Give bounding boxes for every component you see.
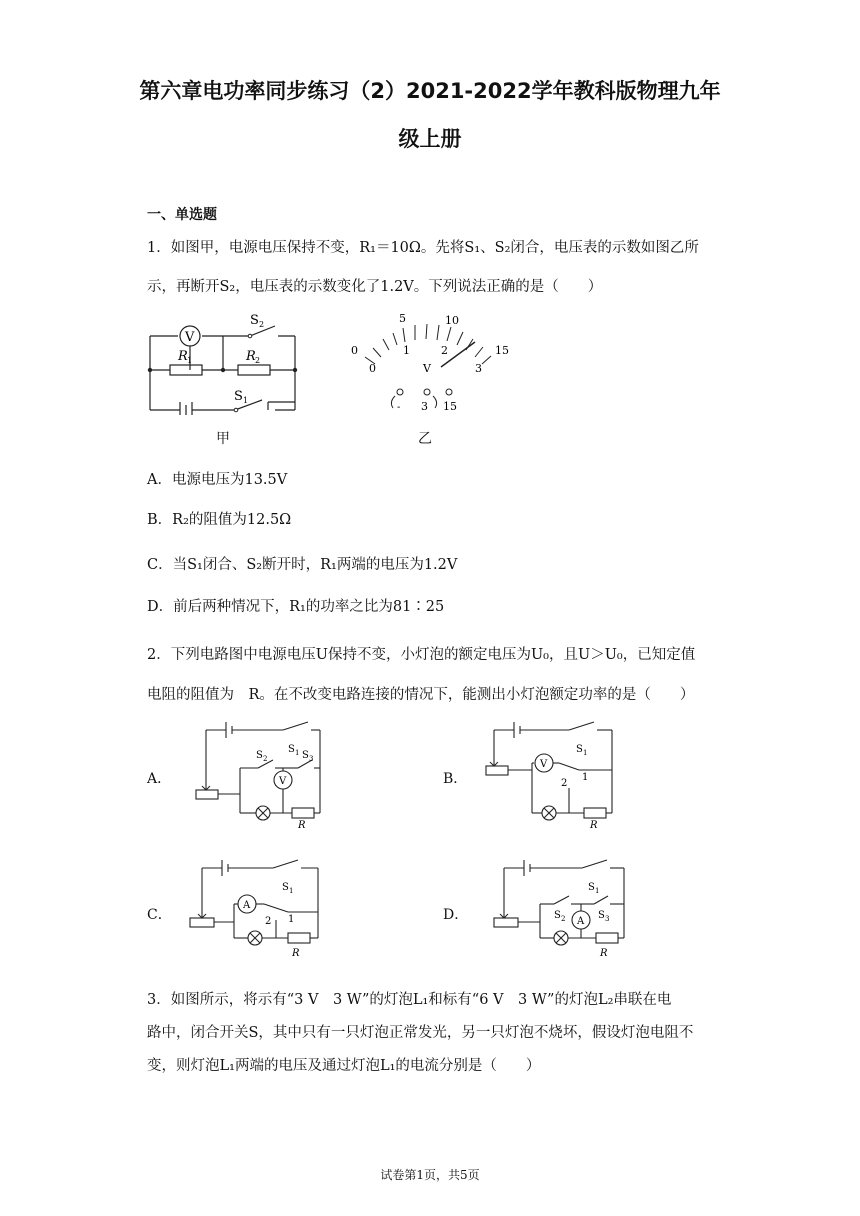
svg-text:A: A bbox=[243, 900, 251, 911]
svg-text:10: 10 bbox=[445, 314, 459, 327]
svg-text:1: 1 bbox=[243, 396, 249, 405]
svg-text:R: R bbox=[292, 948, 300, 959]
q2-circuit-d bbox=[484, 856, 634, 966]
svg-text:0: 0 bbox=[369, 362, 376, 375]
svg-text:S: S bbox=[256, 750, 263, 761]
svg-text:S: S bbox=[302, 750, 309, 761]
q2-option-d-label: D． bbox=[443, 907, 469, 923]
svg-text:S: S bbox=[576, 744, 583, 755]
page-title-line1: 第六章电功率同步练习（2）2021-2022学年教科版物理九年 bbox=[139, 79, 721, 103]
section-heading: 一、单选题 bbox=[147, 207, 217, 223]
q2-text-line2: 电阻的阻值为 R。在不改变电路连接的情况下，能测出小灯泡额定功率的是（ ） bbox=[147, 687, 695, 703]
page-title-line2: 级上册 bbox=[398, 127, 462, 151]
q3-text-line2: 路中，闭合开关S，其中只有一只灯泡正常发光，另一只灯泡不烧坏，假设灯泡电阻不 bbox=[147, 1025, 694, 1041]
svg-text:1: 1 bbox=[582, 772, 589, 783]
svg-text:2: 2 bbox=[259, 320, 265, 329]
q2-circuit-a bbox=[188, 718, 328, 828]
q1-fig-left-caption: 甲 bbox=[216, 431, 230, 447]
q1-voltmeter-dial bbox=[345, 312, 515, 417]
q1-circuit-diagram bbox=[140, 310, 310, 415]
q2-option-b-label: B． bbox=[443, 771, 468, 787]
svg-text:A: A bbox=[577, 916, 585, 927]
q1-text-line2: 示，再断开S₂，电压表的示数变化了1.2V。下列说法正确的是（ ） bbox=[147, 279, 603, 295]
q1-option-c: C．当S₁闭合、S₂断开时，R₁两端的电压为1.2V bbox=[147, 557, 458, 573]
svg-text:3: 3 bbox=[605, 915, 610, 923]
svg-text:V: V bbox=[540, 759, 548, 770]
svg-text:S: S bbox=[234, 389, 243, 404]
q1-option-d: D．前后两种情况下，R₁的功率之比为81∶25 bbox=[147, 599, 445, 615]
svg-text:S: S bbox=[250, 313, 259, 328]
svg-text:V: V bbox=[279, 776, 287, 787]
svg-text:R: R bbox=[178, 349, 188, 364]
svg-text:0: 0 bbox=[351, 344, 358, 357]
svg-text:3: 3 bbox=[475, 362, 482, 375]
svg-text:S: S bbox=[282, 882, 289, 893]
q1-fig-right-caption: 乙 bbox=[418, 431, 432, 447]
svg-text:1: 1 bbox=[295, 749, 300, 757]
svg-text:V: V bbox=[423, 362, 431, 375]
svg-text:R: R bbox=[246, 349, 256, 364]
q3-text-line1: 3．如图所示，将示有“3 V 3 W”的灯泡L₁和标有“6 V 3 W”的灯泡L₂串联在电 bbox=[147, 992, 672, 1008]
q3-text-line3: 变，则灯泡L₁两端的电压及通过灯泡L₁的电流分别是（ ） bbox=[147, 1058, 541, 1074]
svg-text:S: S bbox=[554, 910, 561, 921]
svg-text:S: S bbox=[288, 744, 295, 755]
svg-text:1: 1 bbox=[583, 749, 588, 757]
svg-text:1: 1 bbox=[289, 887, 294, 895]
svg-text:R: R bbox=[298, 820, 306, 828]
q1-option-b: B．R₂的阻值为12.5Ω bbox=[147, 512, 292, 528]
svg-text:2: 2 bbox=[255, 356, 261, 365]
svg-text:S: S bbox=[588, 882, 595, 893]
page-footer: 试卷第1页，共5页 bbox=[380, 1168, 480, 1182]
svg-text:3: 3 bbox=[421, 400, 428, 413]
svg-text:3: 3 bbox=[309, 755, 314, 763]
svg-text:S: S bbox=[598, 910, 605, 921]
q2-circuit-c bbox=[188, 856, 328, 966]
q2-circuit-b bbox=[484, 718, 624, 828]
svg-text:1: 1 bbox=[595, 887, 600, 895]
svg-text:15: 15 bbox=[495, 344, 509, 357]
svg-text:2: 2 bbox=[263, 755, 268, 763]
svg-text:R: R bbox=[600, 948, 608, 959]
q2-option-a-label: A． bbox=[147, 771, 172, 787]
svg-text:R: R bbox=[590, 820, 598, 828]
svg-text:1: 1 bbox=[403, 344, 410, 357]
q2-option-c-label: C． bbox=[147, 907, 172, 923]
svg-text:1: 1 bbox=[288, 914, 295, 925]
svg-text:V: V bbox=[185, 330, 195, 345]
svg-text:15: 15 bbox=[443, 400, 457, 413]
svg-text:-: - bbox=[397, 402, 401, 413]
svg-text:5: 5 bbox=[399, 312, 406, 325]
svg-text:1: 1 bbox=[187, 356, 193, 365]
svg-text:2: 2 bbox=[561, 915, 566, 923]
q1-option-a: A．电源电压为13.5V bbox=[147, 472, 288, 488]
q1-text-line1: 1．如图甲，电源电压保持不变，R₁＝10Ω。先将S₁、S₂闭合，电压表的示数如图乙所 bbox=[147, 240, 699, 256]
svg-text:2: 2 bbox=[561, 778, 568, 789]
svg-text:2: 2 bbox=[441, 344, 448, 357]
svg-text:2: 2 bbox=[265, 916, 272, 927]
q2-text-line1: 2．下列电路图中电源电压U保持不变，小灯泡的额定电压为U₀，且U＞U₀，已知定值 bbox=[147, 647, 696, 663]
